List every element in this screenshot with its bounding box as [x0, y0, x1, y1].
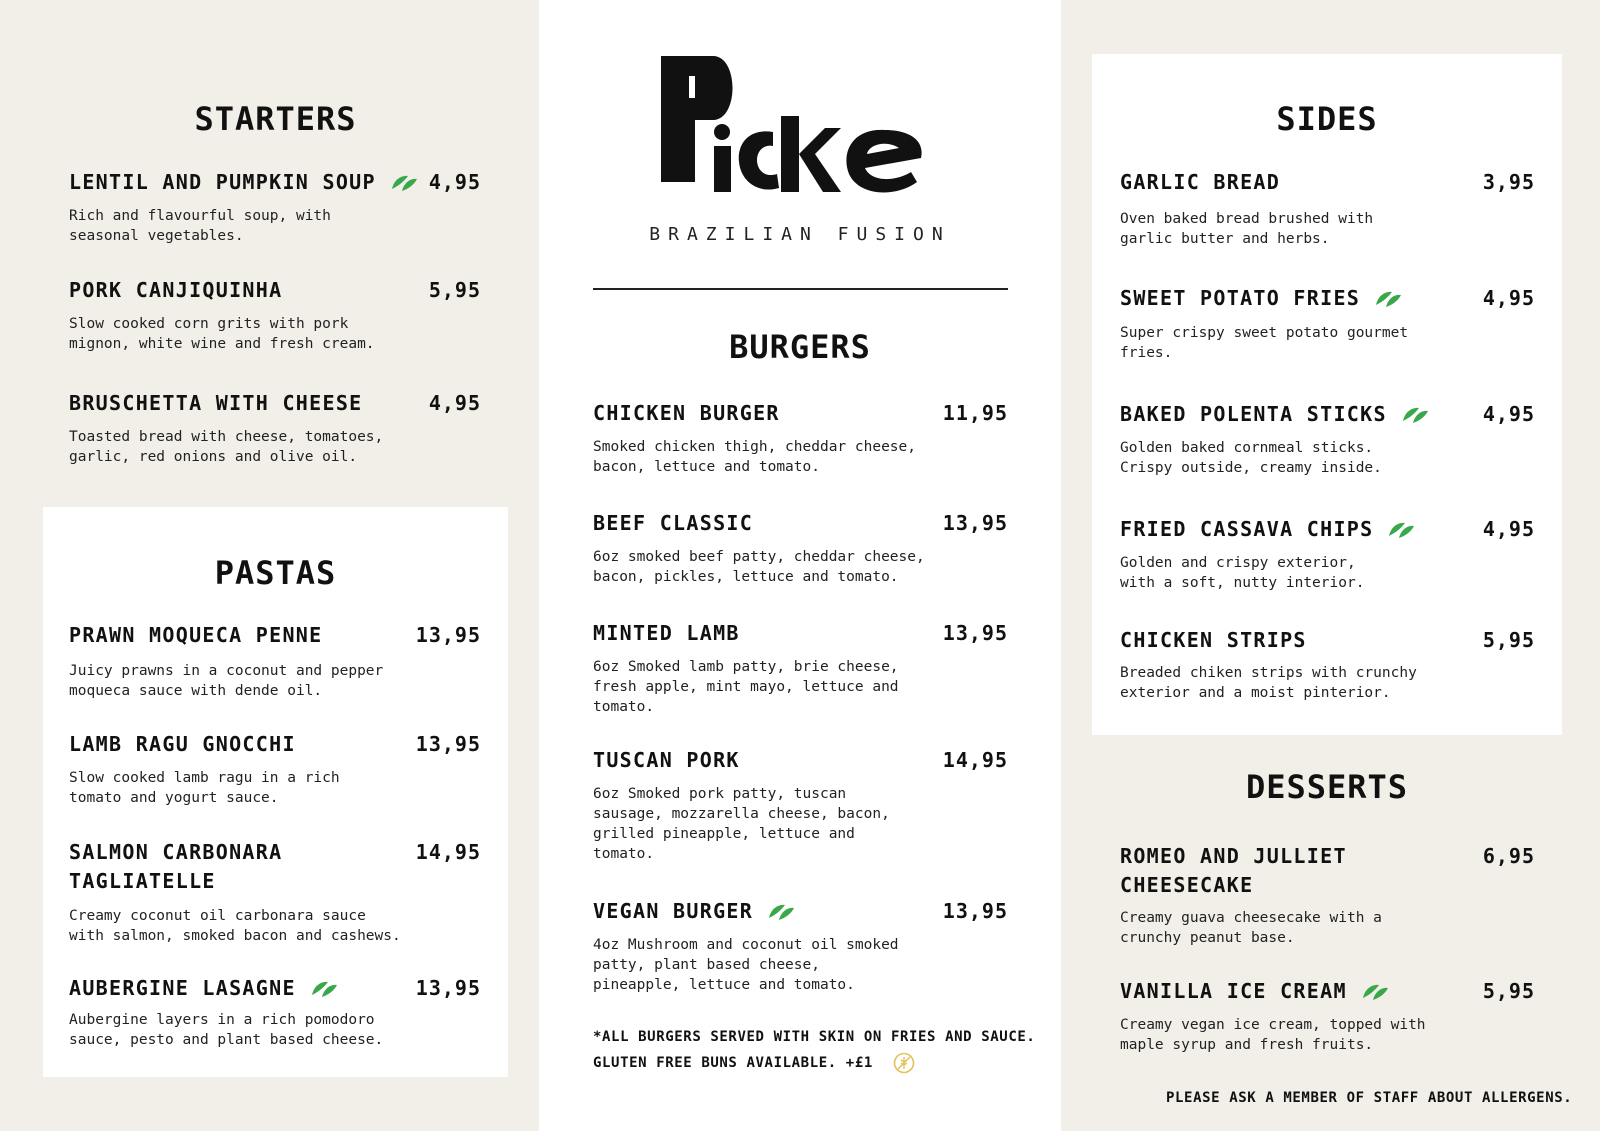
sides-title: SIDES [1276, 100, 1378, 138]
item-name: FRIED CASSAVA CHIPS [1120, 515, 1415, 544]
item-description: Creamy coconut oil carbonara sauce with salmon, smoked bacon and cashews. [69, 908, 401, 944]
pastas-title: PASTAS [214, 554, 337, 592]
item-name: BAKED POLENTA STICKS [1120, 400, 1429, 429]
item-description: Smoked chicken thigh, cheddar cheese, bacon, lettuce and tomato. [593, 439, 917, 475]
item-description: Golden and crispy exterior, with a soft, nutty interior. [1120, 555, 1365, 591]
item-name: AUBERGINE LASAGNE [69, 974, 338, 1003]
menu-item [69, 730, 481, 810]
item-name: PORK CANJIQUINHA [69, 278, 283, 302]
item-price: 4,95 [1482, 402, 1535, 426]
item-description: Creamy guava cheesecake with a crunchy peanut base. [1120, 910, 1382, 946]
menu-item [69, 276, 481, 356]
item-description: Super crispy sweet potato gourmet fries. [1120, 325, 1409, 361]
menu-item [1120, 284, 1535, 364]
menu-item [69, 168, 481, 248]
item-description: Rich and flavourful soup, with seasonal vegetables. [69, 208, 331, 244]
item-price: 13,95 [942, 511, 1008, 535]
menu-item [1120, 515, 1535, 595]
vegan-leaf-icon [767, 902, 795, 922]
item-price: 5,95 [428, 278, 481, 302]
item-price: 3,95 [1482, 170, 1535, 194]
burgers-note-fries: *ALL BURGERS SERVED WITH SKIN ON FRIES AND SAUCE. [593, 1029, 1036, 1045]
gluten-free-icon [893, 1052, 915, 1074]
menu-item [593, 897, 1008, 997]
item-price: 13,95 [415, 732, 481, 756]
item-description: Slow cooked corn grits with pork mignon, white wine and fresh cream. [69, 316, 375, 352]
item-description: Slow cooked lamb ragu in a rich tomato and yogurt sauce. [69, 770, 340, 806]
vegan-leaf-icon [1401, 405, 1429, 425]
item-description: 4oz Mushroom and coconut oil smoked patty, plant based cheese, pineapple, lettuce and tomato. [593, 937, 899, 993]
menu-item [593, 746, 1008, 866]
item-price: 13,95 [942, 621, 1008, 645]
item-name: PRAWN MOQUECA PENNE [69, 623, 323, 647]
item-description: Toasted bread with cheese, tomatoes, garlic, red onions and olive oil. [69, 429, 384, 465]
burgers-title: BURGERS [729, 328, 871, 366]
menu-item [593, 399, 1008, 479]
item-name: ROMEO AND JULLIET CHEESECAKE [1120, 844, 1347, 897]
vegan-leaf-icon [390, 173, 418, 193]
menu-item [1120, 168, 1535, 248]
vegan-leaf-icon [310, 979, 338, 999]
menu-item [69, 389, 481, 469]
burgers-note-gluten-free: GLUTEN FREE BUNS AVAILABLE. +£1 [593, 1055, 873, 1071]
item-name: LENTIL AND PUMPKIN SOUP [69, 168, 418, 197]
item-price: 14,95 [942, 748, 1008, 772]
item-description: Golden baked cornmeal sticks. Crispy outside, creamy inside. [1120, 440, 1382, 476]
vegan-leaf-icon [1374, 289, 1402, 309]
item-description: Oven baked bread brushed with garlic butter and herbs. [1120, 211, 1374, 247]
item-name: BRUSCHETTA WITH CHEESE [69, 391, 363, 415]
item-price: 13,95 [942, 899, 1008, 923]
item-price: 13,95 [415, 976, 481, 1000]
tagline: BRAZILIAN FUSION [649, 224, 951, 245]
item-name: SWEET POTATO FRIES [1120, 284, 1402, 313]
menu-item [69, 838, 481, 948]
item-description: Creamy vegan ice cream, topped with maple syrup and fresh fruits. [1120, 1017, 1426, 1053]
menu-item [1120, 842, 1535, 952]
item-price: 6,95 [1482, 844, 1535, 868]
picke-logo [655, 50, 945, 200]
menu-item [1120, 977, 1535, 1057]
item-description: Juicy prawns in a coconut and pepper moqueca sauce with dende oil. [69, 663, 384, 699]
menu-item [593, 619, 1008, 719]
item-description: 6oz smoked beef patty, cheddar cheese, bacon, pickles, lettuce and tomato. [593, 549, 925, 585]
item-price: 13,95 [415, 623, 481, 647]
menu-item [593, 509, 1008, 589]
desserts-title: DESSERTS [1245, 768, 1409, 806]
item-name: CHICKEN STRIPS [1120, 628, 1307, 652]
divider [593, 288, 1008, 290]
item-description: Aubergine layers in a rich pomodoro sauce, pesto and plant based cheese. [69, 1012, 384, 1048]
menu-item [1120, 400, 1535, 480]
item-name: MINTED LAMB [593, 621, 740, 645]
item-name: VEGAN BURGER [593, 897, 795, 926]
item-price: 4,95 [428, 391, 481, 415]
item-name: GARLIC BREAD [1120, 170, 1281, 194]
menu-item [69, 621, 481, 701]
starters-title: STARTERS [194, 100, 357, 138]
item-price: 4,95 [428, 170, 481, 194]
vegan-leaf-icon [1387, 520, 1415, 540]
item-description: 6oz Smoked pork patty, tuscan sausage, mozzarella cheese, bacon, grilled pineapple, lettuce and tomato. [593, 786, 890, 862]
item-name: BEEF CLASSIC [593, 511, 754, 535]
item-name: CHICKEN BURGER [593, 401, 780, 425]
item-description: 6oz Smoked lamb patty, brie cheese, fresh apple, mint mayo, lettuce and tomato. [593, 659, 899, 715]
item-description: Breaded chiken strips with crunchy exterior and a moist pinterior. [1120, 665, 1417, 701]
item-price: 11,95 [942, 401, 1008, 425]
item-price: 5,95 [1482, 628, 1535, 652]
vegan-leaf-icon [1361, 982, 1389, 1002]
item-price: 4,95 [1482, 517, 1535, 541]
menu-item [69, 974, 481, 1054]
item-price: 4,95 [1482, 286, 1535, 310]
item-price: 14,95 [415, 840, 481, 864]
item-name: VANILLA ICE CREAM [1120, 977, 1389, 1006]
item-price: 5,95 [1482, 979, 1535, 1003]
item-name: SALMON CARBONARA TAGLIATELLE [69, 840, 283, 893]
item-name: TUSCAN PORK [593, 748, 740, 772]
item-name: LAMB RAGU GNOCCHI [69, 732, 296, 756]
menu-item [1120, 626, 1535, 706]
allergen-note: PLEASE ASK A MEMBER OF STAFF ABOUT ALLERGENS. [1166, 1090, 1573, 1106]
